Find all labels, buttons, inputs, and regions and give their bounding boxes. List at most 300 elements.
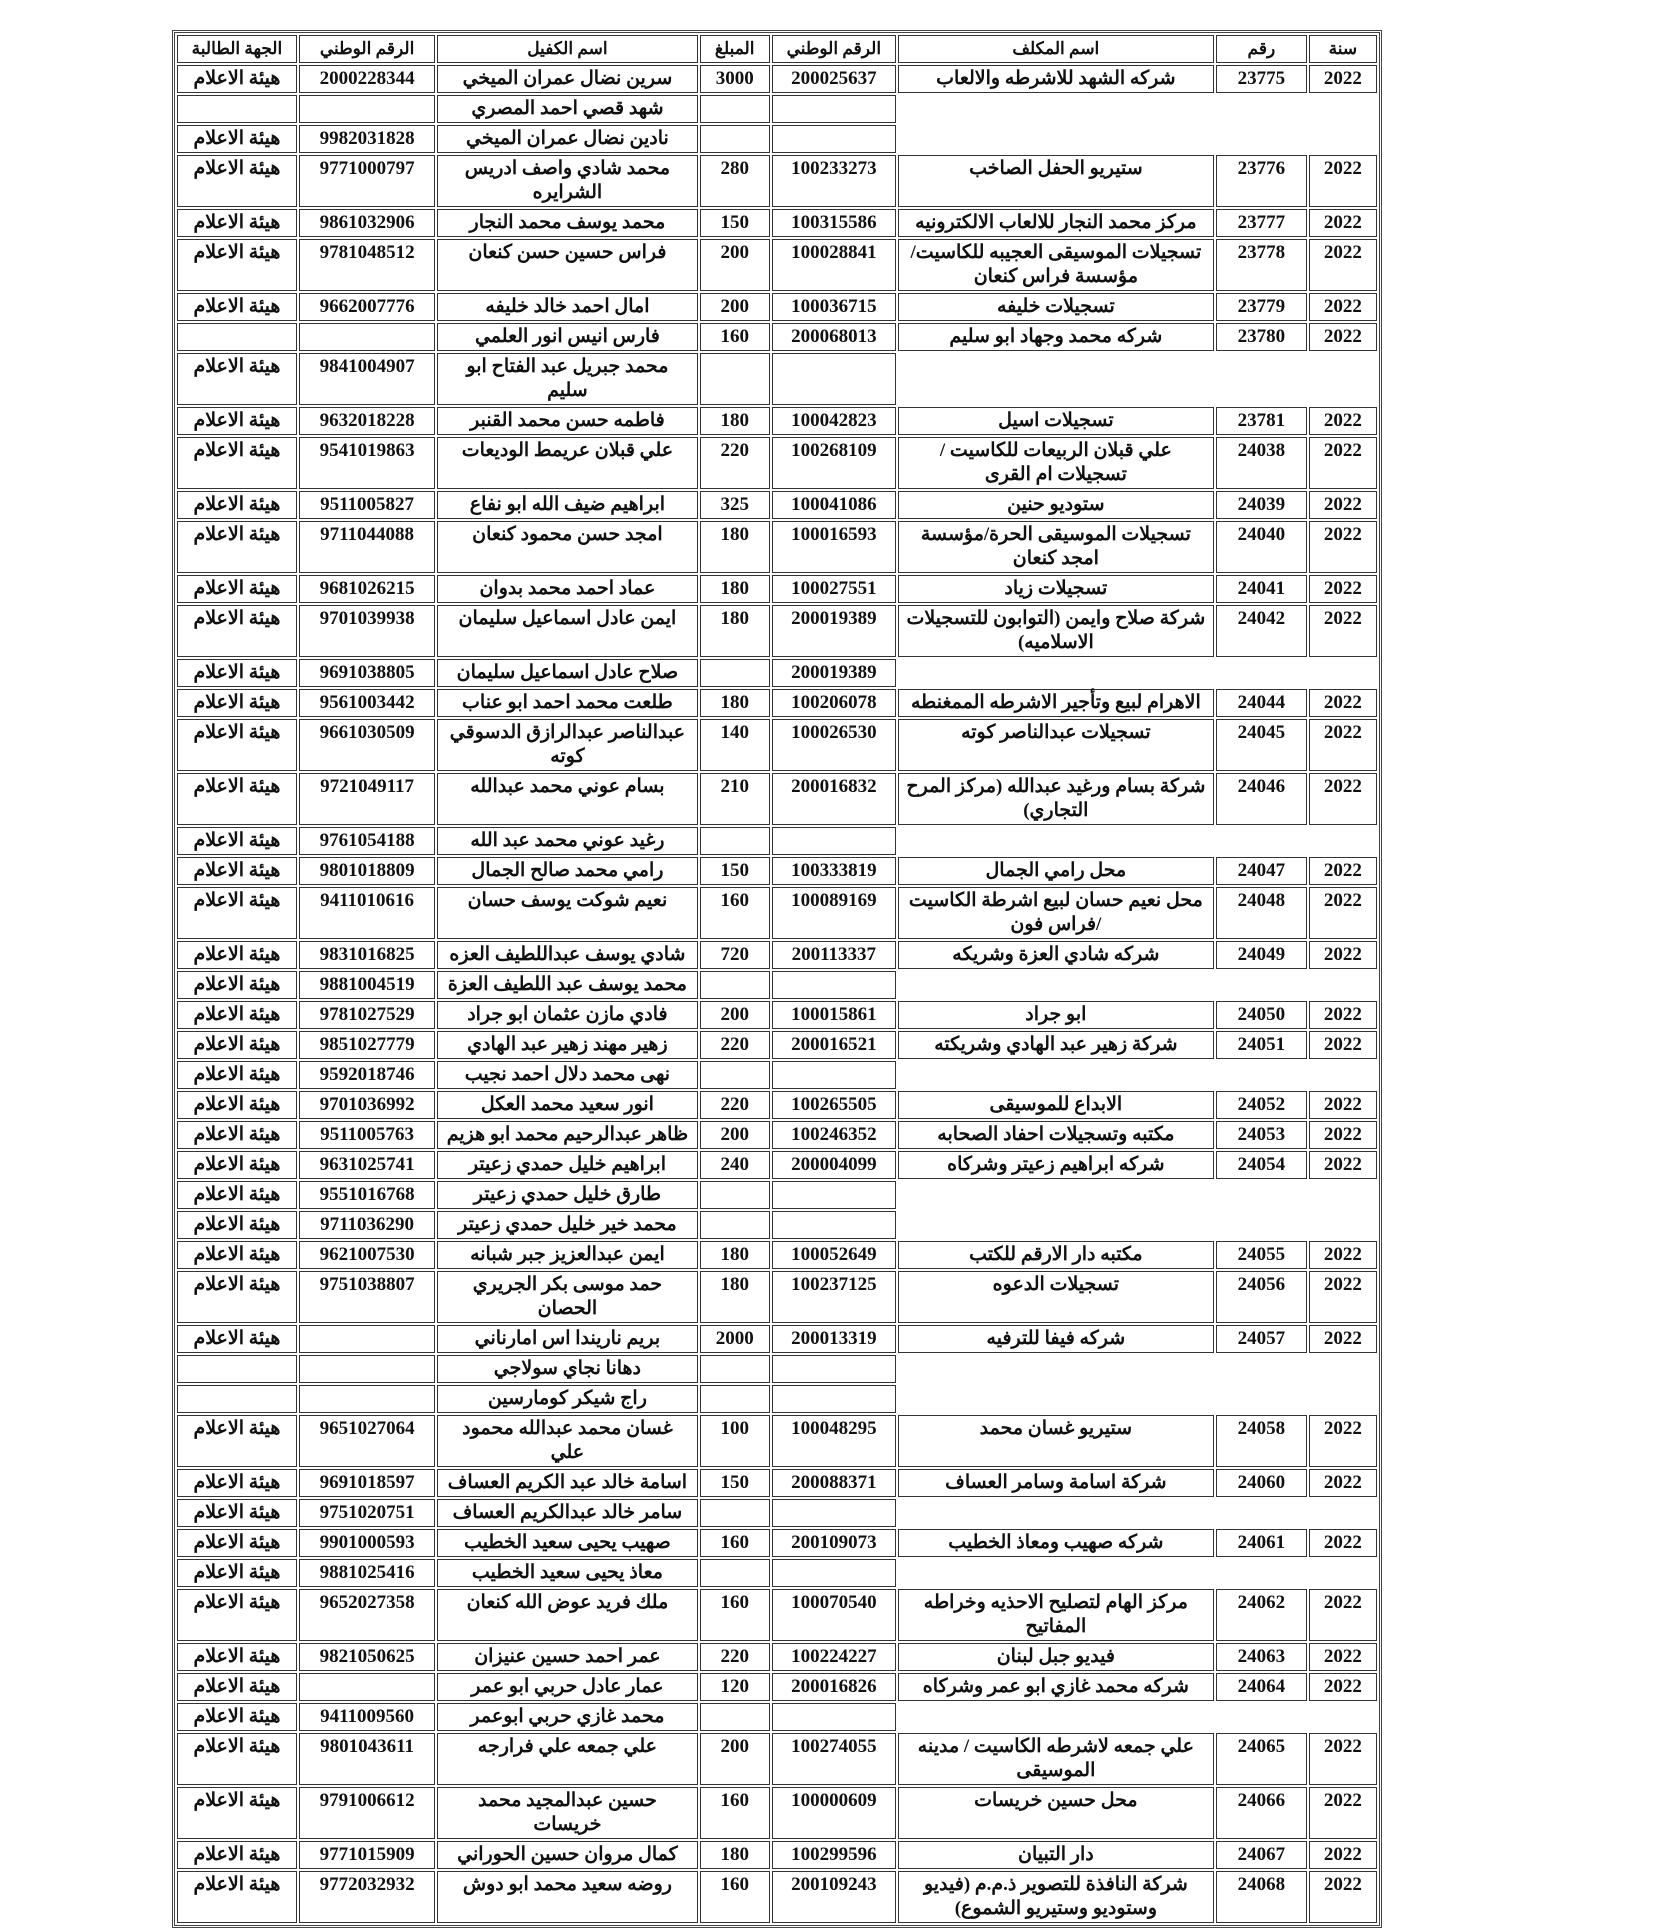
cell-guarantor-name: محمد يوسف عبد اللطيف العزة <box>437 971 697 999</box>
cell-guarantor-national-id: 9881004519 <box>299 971 435 999</box>
cell-number: 24064 <box>1216 1673 1307 1701</box>
cell-guarantor-name: صهيب يحيى سعيد الخطيب <box>437 1529 697 1557</box>
table-row <box>177 1787 1377 1839</box>
cell-guarantor-name: راج شيكر كومارسين <box>437 1385 697 1413</box>
cell-year: 2022 <box>1309 1325 1377 1353</box>
cell-number: 24066 <box>1216 1787 1307 1839</box>
table-row <box>177 1355 1377 1383</box>
cell-amount <box>700 1499 770 1527</box>
table-body <box>177 65 1377 1923</box>
cell-amount: 200 <box>700 1733 770 1785</box>
cell-requesting-agency: هيئة الاعلام <box>177 1787 297 1839</box>
cell-taxpayer-national-id: 100265505 <box>772 1091 896 1119</box>
cell-guarantor-name: صلاح عادل اسماعيل سليمان <box>437 659 697 687</box>
cell-taxpayer-name: تسجيلات الموسيقى الحرة/مؤسسة امجد كنعان <box>898 521 1214 573</box>
cell-guarantor-national-id: 9881025416 <box>299 1559 435 1587</box>
cell-guarantor-name: امجد حسن محمود كنعان <box>437 521 697 573</box>
cell-year: 2022 <box>1309 1241 1377 1269</box>
cell-taxpayer-national-id: 100089169 <box>772 887 896 939</box>
cell-number: 23779 <box>1216 293 1307 321</box>
cell-guarantor-national-id: 9691038805 <box>299 659 435 687</box>
cell-taxpayer-national-id <box>772 353 896 405</box>
cell-number <box>1216 1211 1307 1239</box>
cell-guarantor-name: محمد غازي حربي ابوعمر <box>437 1703 697 1731</box>
cell-year: 2022 <box>1309 437 1377 489</box>
cell-requesting-agency: هيئة الاعلام <box>177 1643 297 1671</box>
cell-number: 24048 <box>1216 887 1307 939</box>
cell-guarantor-name: ابراهيم ضيف الله ابو نفاع <box>437 491 697 519</box>
table-row <box>177 1091 1377 1119</box>
cell-taxpayer-national-id: 200109073 <box>772 1529 896 1557</box>
cell-year: 2022 <box>1309 1121 1377 1149</box>
cell-taxpayer-name <box>898 353 1214 405</box>
table-row <box>177 407 1377 435</box>
cell-amount: 160 <box>700 887 770 939</box>
cell-amount: 220 <box>700 1031 770 1059</box>
cell-taxpayer-name <box>898 1181 1214 1209</box>
table-row <box>177 575 1377 603</box>
cell-year <box>1309 353 1377 405</box>
cell-amount: 120 <box>700 1673 770 1701</box>
cell-guarantor-national-id: 9801018809 <box>299 857 435 885</box>
cell-guarantor-national-id: 9781027529 <box>299 1001 435 1029</box>
cell-taxpayer-national-id: 100026530 <box>772 719 896 771</box>
cell-guarantor-name: ايمن عادل اسماعيل سليمان <box>437 605 697 657</box>
cell-taxpayer-name: شركه فيفا للترفيه <box>898 1325 1214 1353</box>
cell-number: 24055 <box>1216 1241 1307 1269</box>
cell-year: 2022 <box>1309 1001 1377 1029</box>
cell-amount: 160 <box>700 1871 770 1923</box>
table-row <box>177 827 1377 855</box>
cell-requesting-agency: هيئة الاعلام <box>177 353 297 405</box>
cell-requesting-agency: هيئة الاعلام <box>177 239 297 291</box>
cell-number: 24062 <box>1216 1589 1307 1641</box>
table-row <box>177 437 1377 489</box>
cell-requesting-agency: هيئة الاعلام <box>177 209 297 237</box>
cell-number <box>1216 827 1307 855</box>
cell-guarantor-national-id: 9771000797 <box>299 155 435 207</box>
table-row <box>177 491 1377 519</box>
cell-guarantor-national-id: 9661030509 <box>299 719 435 771</box>
cell-amount: 160 <box>700 1787 770 1839</box>
cell-requesting-agency: هيئة الاعلام <box>177 689 297 717</box>
cell-guarantor-national-id: 9841004907 <box>299 353 435 405</box>
cell-guarantor-name: محمد جبريل عبد الفتاح ابو سليم <box>437 353 697 405</box>
cell-taxpayer-name <box>898 1559 1214 1587</box>
cell-taxpayer-national-id: 100052649 <box>772 1241 896 1269</box>
cell-requesting-agency: هيئة الاعلام <box>177 971 297 999</box>
cell-guarantor-national-id: 9721049117 <box>299 773 435 825</box>
cell-guarantor-name: نعيم شوكت يوسف حسان <box>437 887 697 939</box>
cell-taxpayer-name: شركه محمد وجهاد ابو سليم <box>898 323 1214 351</box>
cell-year: 2022 <box>1309 1271 1377 1323</box>
cell-guarantor-name: سامر خالد عبدالكريم العساف <box>437 1499 697 1527</box>
cell-year: 2022 <box>1309 491 1377 519</box>
cell-requesting-agency: هيئة الاعلام <box>177 125 297 153</box>
table-row <box>177 155 1377 207</box>
cell-taxpayer-national-id: 100027551 <box>772 575 896 603</box>
cell-taxpayer-name: شركة زهير عبد الهادي وشريكته <box>898 1031 1214 1059</box>
cell-year <box>1309 125 1377 153</box>
cell-taxpayer-name: شركه صهيب ومعاذ الخطيب <box>898 1529 1214 1557</box>
cell-taxpayer-national-id: 100237125 <box>772 1271 896 1323</box>
cell-taxpayer-national-id: 200016521 <box>772 1031 896 1059</box>
cell-taxpayer-national-id: 200019389 <box>772 605 896 657</box>
cell-year: 2022 <box>1309 575 1377 603</box>
table-row <box>177 1469 1377 1497</box>
table-row <box>177 1559 1377 1587</box>
cell-taxpayer-national-id: 100333819 <box>772 857 896 885</box>
table-row <box>177 773 1377 825</box>
cell-amount <box>700 353 770 405</box>
cell-guarantor-national-id: 9771015909 <box>299 1841 435 1869</box>
cell-year <box>1309 1499 1377 1527</box>
cell-number: 24065 <box>1216 1733 1307 1785</box>
cell-year: 2022 <box>1309 1589 1377 1641</box>
cell-requesting-agency <box>177 1385 297 1413</box>
cell-guarantor-name: عماد احمد محمد بدوان <box>437 575 697 603</box>
cell-requesting-agency: هيئة الاعلام <box>177 1499 297 1527</box>
cell-guarantor-national-id: 9761054188 <box>299 827 435 855</box>
cell-taxpayer-national-id: 100048295 <box>772 1415 896 1467</box>
cell-number: 24054 <box>1216 1151 1307 1179</box>
cell-amount: 180 <box>700 575 770 603</box>
cell-guarantor-name: حسين عبدالمجيد محمد خريسات <box>437 1787 697 1839</box>
cell-year <box>1309 827 1377 855</box>
cell-guarantor-name: زهير مهند زهير عبد الهادي <box>437 1031 697 1059</box>
cell-guarantor-national-id: 9662007776 <box>299 293 435 321</box>
cell-year: 2022 <box>1309 941 1377 969</box>
table-row <box>177 1151 1377 1179</box>
cell-amount <box>700 1211 770 1239</box>
table-row <box>177 1673 1377 1701</box>
cell-taxpayer-national-id <box>772 1181 896 1209</box>
cell-amount: 200 <box>700 239 770 291</box>
cell-year <box>1309 1703 1377 1731</box>
cell-year: 2022 <box>1309 689 1377 717</box>
cell-guarantor-national-id <box>299 95 435 123</box>
cell-taxpayer-national-id: 100015861 <box>772 1001 896 1029</box>
header-guarantor-national-id: الرقم الوطني <box>299 35 435 63</box>
cell-requesting-agency: هيئة الاعلام <box>177 1673 297 1701</box>
cell-taxpayer-name <box>898 1211 1214 1239</box>
cell-year <box>1309 1211 1377 1239</box>
cell-number: 24045 <box>1216 719 1307 771</box>
table-row <box>177 719 1377 771</box>
cell-amount: 200 <box>700 293 770 321</box>
cell-guarantor-name: فارس انيس انور العلمي <box>437 323 697 351</box>
cell-taxpayer-national-id: 100274055 <box>772 1733 896 1785</box>
cell-taxpayer-name: ستيريو غسان محمد <box>898 1415 1214 1467</box>
table-row <box>177 125 1377 153</box>
cell-taxpayer-name <box>898 1385 1214 1413</box>
cell-taxpayer-name: تسجيلات عبدالناصر كوته <box>898 719 1214 771</box>
cell-guarantor-national-id: 9681026215 <box>299 575 435 603</box>
cell-number: 23776 <box>1216 155 1307 207</box>
cell-requesting-agency: هيئة الاعلام <box>177 1559 297 1587</box>
table-row <box>177 65 1377 93</box>
cell-year: 2022 <box>1309 407 1377 435</box>
cell-requesting-agency: هيئة الاعلام <box>177 659 297 687</box>
cell-guarantor-name: حمد موسى بكر الجريري الحصان <box>437 1271 697 1323</box>
cell-taxpayer-name: مكتبه وتسجيلات احفاد الصحابه <box>898 1121 1214 1149</box>
cell-guarantor-national-id: 2000228344 <box>299 65 435 93</box>
cell-amount: 160 <box>700 1589 770 1641</box>
cell-number: 24049 <box>1216 941 1307 969</box>
cell-guarantor-name: دهانا نجاي سولاجي <box>437 1355 697 1383</box>
cell-requesting-agency: هيئة الاعلام <box>177 1211 297 1239</box>
cell-guarantor-national-id: 9781048512 <box>299 239 435 291</box>
table-row <box>177 1385 1377 1413</box>
cell-requesting-agency: هيئة الاعلام <box>177 1271 297 1323</box>
cell-amount: 210 <box>700 773 770 825</box>
cell-taxpayer-national-id: 100041086 <box>772 491 896 519</box>
cell-guarantor-national-id: 9561003442 <box>299 689 435 717</box>
cell-number: 23780 <box>1216 323 1307 351</box>
cell-year: 2022 <box>1309 1871 1377 1923</box>
cell-amount: 240 <box>700 1151 770 1179</box>
cell-taxpayer-name: الاهرام لبيع وتأجير الاشرطه الممغنطه <box>898 689 1214 717</box>
cell-requesting-agency <box>177 95 297 123</box>
table-row <box>177 659 1377 687</box>
cell-guarantor-national-id: 9821050625 <box>299 1643 435 1671</box>
cell-taxpayer-national-id: 100315586 <box>772 209 896 237</box>
cell-taxpayer-national-id: 100233273 <box>772 155 896 207</box>
cell-requesting-agency: هيئة الاعلام <box>177 941 297 969</box>
cell-number: 24046 <box>1216 773 1307 825</box>
table-row <box>177 1871 1377 1923</box>
cell-guarantor-national-id: 9831016825 <box>299 941 435 969</box>
cell-year: 2022 <box>1309 857 1377 885</box>
cell-amount: 180 <box>700 605 770 657</box>
cell-taxpayer-national-id: 100016593 <box>772 521 896 573</box>
cell-guarantor-national-id: 9411010616 <box>299 887 435 939</box>
cell-guarantor-name: شادي يوسف عبداللطيف العزه <box>437 941 697 969</box>
cell-guarantor-name: بريم ناريندا اس امارناني <box>437 1325 697 1353</box>
cell-requesting-agency: هيئة الاعلام <box>177 1871 297 1923</box>
cell-requesting-agency: هيئة الاعلام <box>177 1031 297 1059</box>
cell-number: 24041 <box>1216 575 1307 603</box>
cell-number <box>1216 1703 1307 1731</box>
cell-amount: 220 <box>700 1091 770 1119</box>
cell-taxpayer-name: علي قبلان الربيعات للكاسيت / تسجيلات ام القرى <box>898 437 1214 489</box>
cell-guarantor-name: روضه سعيد محمد ابو دوش <box>437 1871 697 1923</box>
cell-amount: 160 <box>700 323 770 351</box>
cell-requesting-agency: هيئة الاعلام <box>177 293 297 321</box>
cell-taxpayer-national-id: 200025637 <box>772 65 896 93</box>
cell-taxpayer-name: شركة اسامة وسامر العساف <box>898 1469 1214 1497</box>
cell-guarantor-national-id <box>299 323 435 351</box>
table-row <box>177 1241 1377 1269</box>
cell-guarantor-name: غسان محمد عبدالله محمود علي <box>437 1415 697 1467</box>
cell-year <box>1309 971 1377 999</box>
cell-year: 2022 <box>1309 887 1377 939</box>
cell-guarantor-national-id: 9901000593 <box>299 1529 435 1557</box>
cell-requesting-agency: هيئة الاعلام <box>177 857 297 885</box>
table-row <box>177 323 1377 351</box>
cell-taxpayer-name: تسجيلات الموسيقى العجيبه للكاسيت/مؤسسة فراس كنعان <box>898 239 1214 291</box>
cell-amount: 160 <box>700 1529 770 1557</box>
cell-number: 24058 <box>1216 1415 1307 1467</box>
cell-taxpayer-national-id: 100042823 <box>772 407 896 435</box>
cell-guarantor-name: محمد يوسف محمد النجار <box>437 209 697 237</box>
cell-requesting-agency: هيئة الاعلام <box>177 491 297 519</box>
table-row <box>177 887 1377 939</box>
table-row <box>177 1031 1377 1059</box>
cell-number: 24063 <box>1216 1643 1307 1671</box>
cell-taxpayer-name: شركة بسام ورغيد عبدالله (مركز المرح التجاري) <box>898 773 1214 825</box>
table-row <box>177 95 1377 123</box>
cell-amount: 220 <box>700 1643 770 1671</box>
cell-guarantor-name: فاطمه حسن محمد القنبر <box>437 407 697 435</box>
table-row <box>177 941 1377 969</box>
cell-amount: 720 <box>700 941 770 969</box>
cell-number: 24042 <box>1216 605 1307 657</box>
cell-guarantor-national-id: 9801043611 <box>299 1733 435 1785</box>
cell-year <box>1309 1559 1377 1587</box>
cell-taxpayer-name <box>898 125 1214 153</box>
cell-amount: 2000 <box>700 1325 770 1353</box>
cell-amount <box>700 1061 770 1089</box>
cell-amount <box>700 125 770 153</box>
cell-number: 24060 <box>1216 1469 1307 1497</box>
cell-requesting-agency: هيئة الاعلام <box>177 155 297 207</box>
cell-requesting-agency: هيئة الاعلام <box>177 1841 297 1869</box>
cell-amount: 200 <box>700 1121 770 1149</box>
cell-guarantor-name: علي جمعه علي فرارجه <box>437 1733 697 1785</box>
cell-guarantor-national-id: 9861032906 <box>299 209 435 237</box>
cell-requesting-agency: هيئة الاعلام <box>177 1121 297 1149</box>
cell-year: 2022 <box>1309 1529 1377 1557</box>
cell-year: 2022 <box>1309 1415 1377 1467</box>
cell-taxpayer-national-id: 100246352 <box>772 1121 896 1149</box>
table-row <box>177 1733 1377 1785</box>
cell-taxpayer-name: شركة النافذة للتصوير ذ.م.م (فيديو وستوديو وستيريو الشموع) <box>898 1871 1214 1923</box>
cell-taxpayer-national-id <box>772 1211 896 1239</box>
cell-taxpayer-national-id <box>772 1355 896 1383</box>
cell-guarantor-national-id: 9631025741 <box>299 1151 435 1179</box>
cell-guarantor-name: رغيد عوني محمد عبد الله <box>437 827 697 855</box>
cell-requesting-agency: هيئة الاعلام <box>177 773 297 825</box>
cell-guarantor-national-id: 9751020751 <box>299 1499 435 1527</box>
cell-year: 2022 <box>1309 1787 1377 1839</box>
table-row <box>177 605 1377 657</box>
cell-year <box>1309 1181 1377 1209</box>
cell-taxpayer-national-id: 100268109 <box>772 437 896 489</box>
cell-amount <box>700 971 770 999</box>
cell-taxpayer-name <box>898 1355 1214 1383</box>
cell-requesting-agency: هيئة الاعلام <box>177 407 297 435</box>
cell-taxpayer-name: شركه شادي العزة وشريكه <box>898 941 1214 969</box>
cell-guarantor-national-id <box>299 1385 435 1413</box>
table-row <box>177 353 1377 405</box>
cell-requesting-agency: هيئة الاعلام <box>177 1703 297 1731</box>
cell-taxpayer-name: تسجيلات اسيل <box>898 407 1214 435</box>
cell-requesting-agency: هيئة الاعلام <box>177 1061 297 1089</box>
cell-amount: 180 <box>700 1241 770 1269</box>
cell-taxpayer-national-id: 200088371 <box>772 1469 896 1497</box>
cell-number: 24050 <box>1216 1001 1307 1029</box>
cell-taxpayer-name <box>898 827 1214 855</box>
cell-requesting-agency: هيئة الاعلام <box>177 575 297 603</box>
cell-taxpayer-national-id: 100036715 <box>772 293 896 321</box>
cell-amount: 180 <box>700 1841 770 1869</box>
table-row <box>177 1841 1377 1869</box>
cell-year: 2022 <box>1309 323 1377 351</box>
cell-taxpayer-national-id: 200016832 <box>772 773 896 825</box>
cell-taxpayer-national-id <box>772 1061 896 1089</box>
cell-guarantor-national-id: 9511005763 <box>299 1121 435 1149</box>
cell-number <box>1216 1385 1307 1413</box>
table-row <box>177 1499 1377 1527</box>
cell-amount <box>700 659 770 687</box>
cell-year: 2022 <box>1309 1733 1377 1785</box>
cell-taxpayer-name: ابو جراد <box>898 1001 1214 1029</box>
cell-number <box>1216 95 1307 123</box>
cell-year: 2022 <box>1309 605 1377 657</box>
cell-year: 2022 <box>1309 1091 1377 1119</box>
cell-taxpayer-name: مركز محمد النجار للالعاب الالكترونيه <box>898 209 1214 237</box>
cell-taxpayer-name: شركه محمد غازي ابو عمر وشركاه <box>898 1673 1214 1701</box>
cell-taxpayer-national-id: 100299596 <box>772 1841 896 1869</box>
cell-amount: 180 <box>700 521 770 573</box>
cell-taxpayer-name: ستيريو الحفل الصاخب <box>898 155 1214 207</box>
cell-guarantor-name: فادي مازن عثمان ابو جراد <box>437 1001 697 1029</box>
cell-number: 24068 <box>1216 1871 1307 1923</box>
table-row <box>177 1529 1377 1557</box>
cell-guarantor-name: معاذ يحيى سعيد الخطيب <box>437 1559 697 1587</box>
cell-guarantor-national-id: 9701036992 <box>299 1091 435 1119</box>
cell-year: 2022 <box>1309 1031 1377 1059</box>
cell-taxpayer-name <box>898 95 1214 123</box>
sponsors-table <box>172 30 1382 1928</box>
table-header-row <box>177 35 1377 63</box>
cell-taxpayer-name <box>898 659 1214 687</box>
cell-year: 2022 <box>1309 239 1377 291</box>
cell-number: 24039 <box>1216 491 1307 519</box>
cell-guarantor-national-id: 9711036290 <box>299 1211 435 1239</box>
cell-taxpayer-name: شركه الشهد للاشرطه والالعاب <box>898 65 1214 93</box>
cell-taxpayer-national-id: 100206078 <box>772 689 896 717</box>
cell-amount: 150 <box>700 209 770 237</box>
table-row <box>177 521 1377 573</box>
cell-year <box>1309 659 1377 687</box>
cell-year <box>1309 1061 1377 1089</box>
cell-guarantor-name: عمر احمد حسين عنيزان <box>437 1643 697 1671</box>
cell-requesting-agency: هيئة الاعلام <box>177 1529 297 1557</box>
table-row <box>177 1061 1377 1089</box>
cell-taxpayer-name: شركه ابراهيم زعيتر وشركاه <box>898 1151 1214 1179</box>
cell-number: 24056 <box>1216 1271 1307 1323</box>
cell-amount: 220 <box>700 437 770 489</box>
table-row <box>177 1121 1377 1149</box>
cell-taxpayer-national-id: 200113337 <box>772 941 896 969</box>
cell-number <box>1216 353 1307 405</box>
cell-number: 24057 <box>1216 1325 1307 1353</box>
cell-guarantor-name: بسام عوني محمد عبدالله <box>437 773 697 825</box>
cell-guarantor-name: اسامة خالد عبد الكريم العساف <box>437 1469 697 1497</box>
cell-number <box>1216 1355 1307 1383</box>
cell-year: 2022 <box>1309 521 1377 573</box>
cell-amount: 325 <box>700 491 770 519</box>
cell-guarantor-name: محمد خير خليل حمدي زعيتر <box>437 1211 697 1239</box>
cell-year: 2022 <box>1309 1673 1377 1701</box>
cell-taxpayer-name: ستوديو حنين <box>898 491 1214 519</box>
cell-taxpayer-name: تسجيلات الدعوه <box>898 1271 1214 1323</box>
cell-year <box>1309 1385 1377 1413</box>
cell-number <box>1216 659 1307 687</box>
cell-number: 23778 <box>1216 239 1307 291</box>
